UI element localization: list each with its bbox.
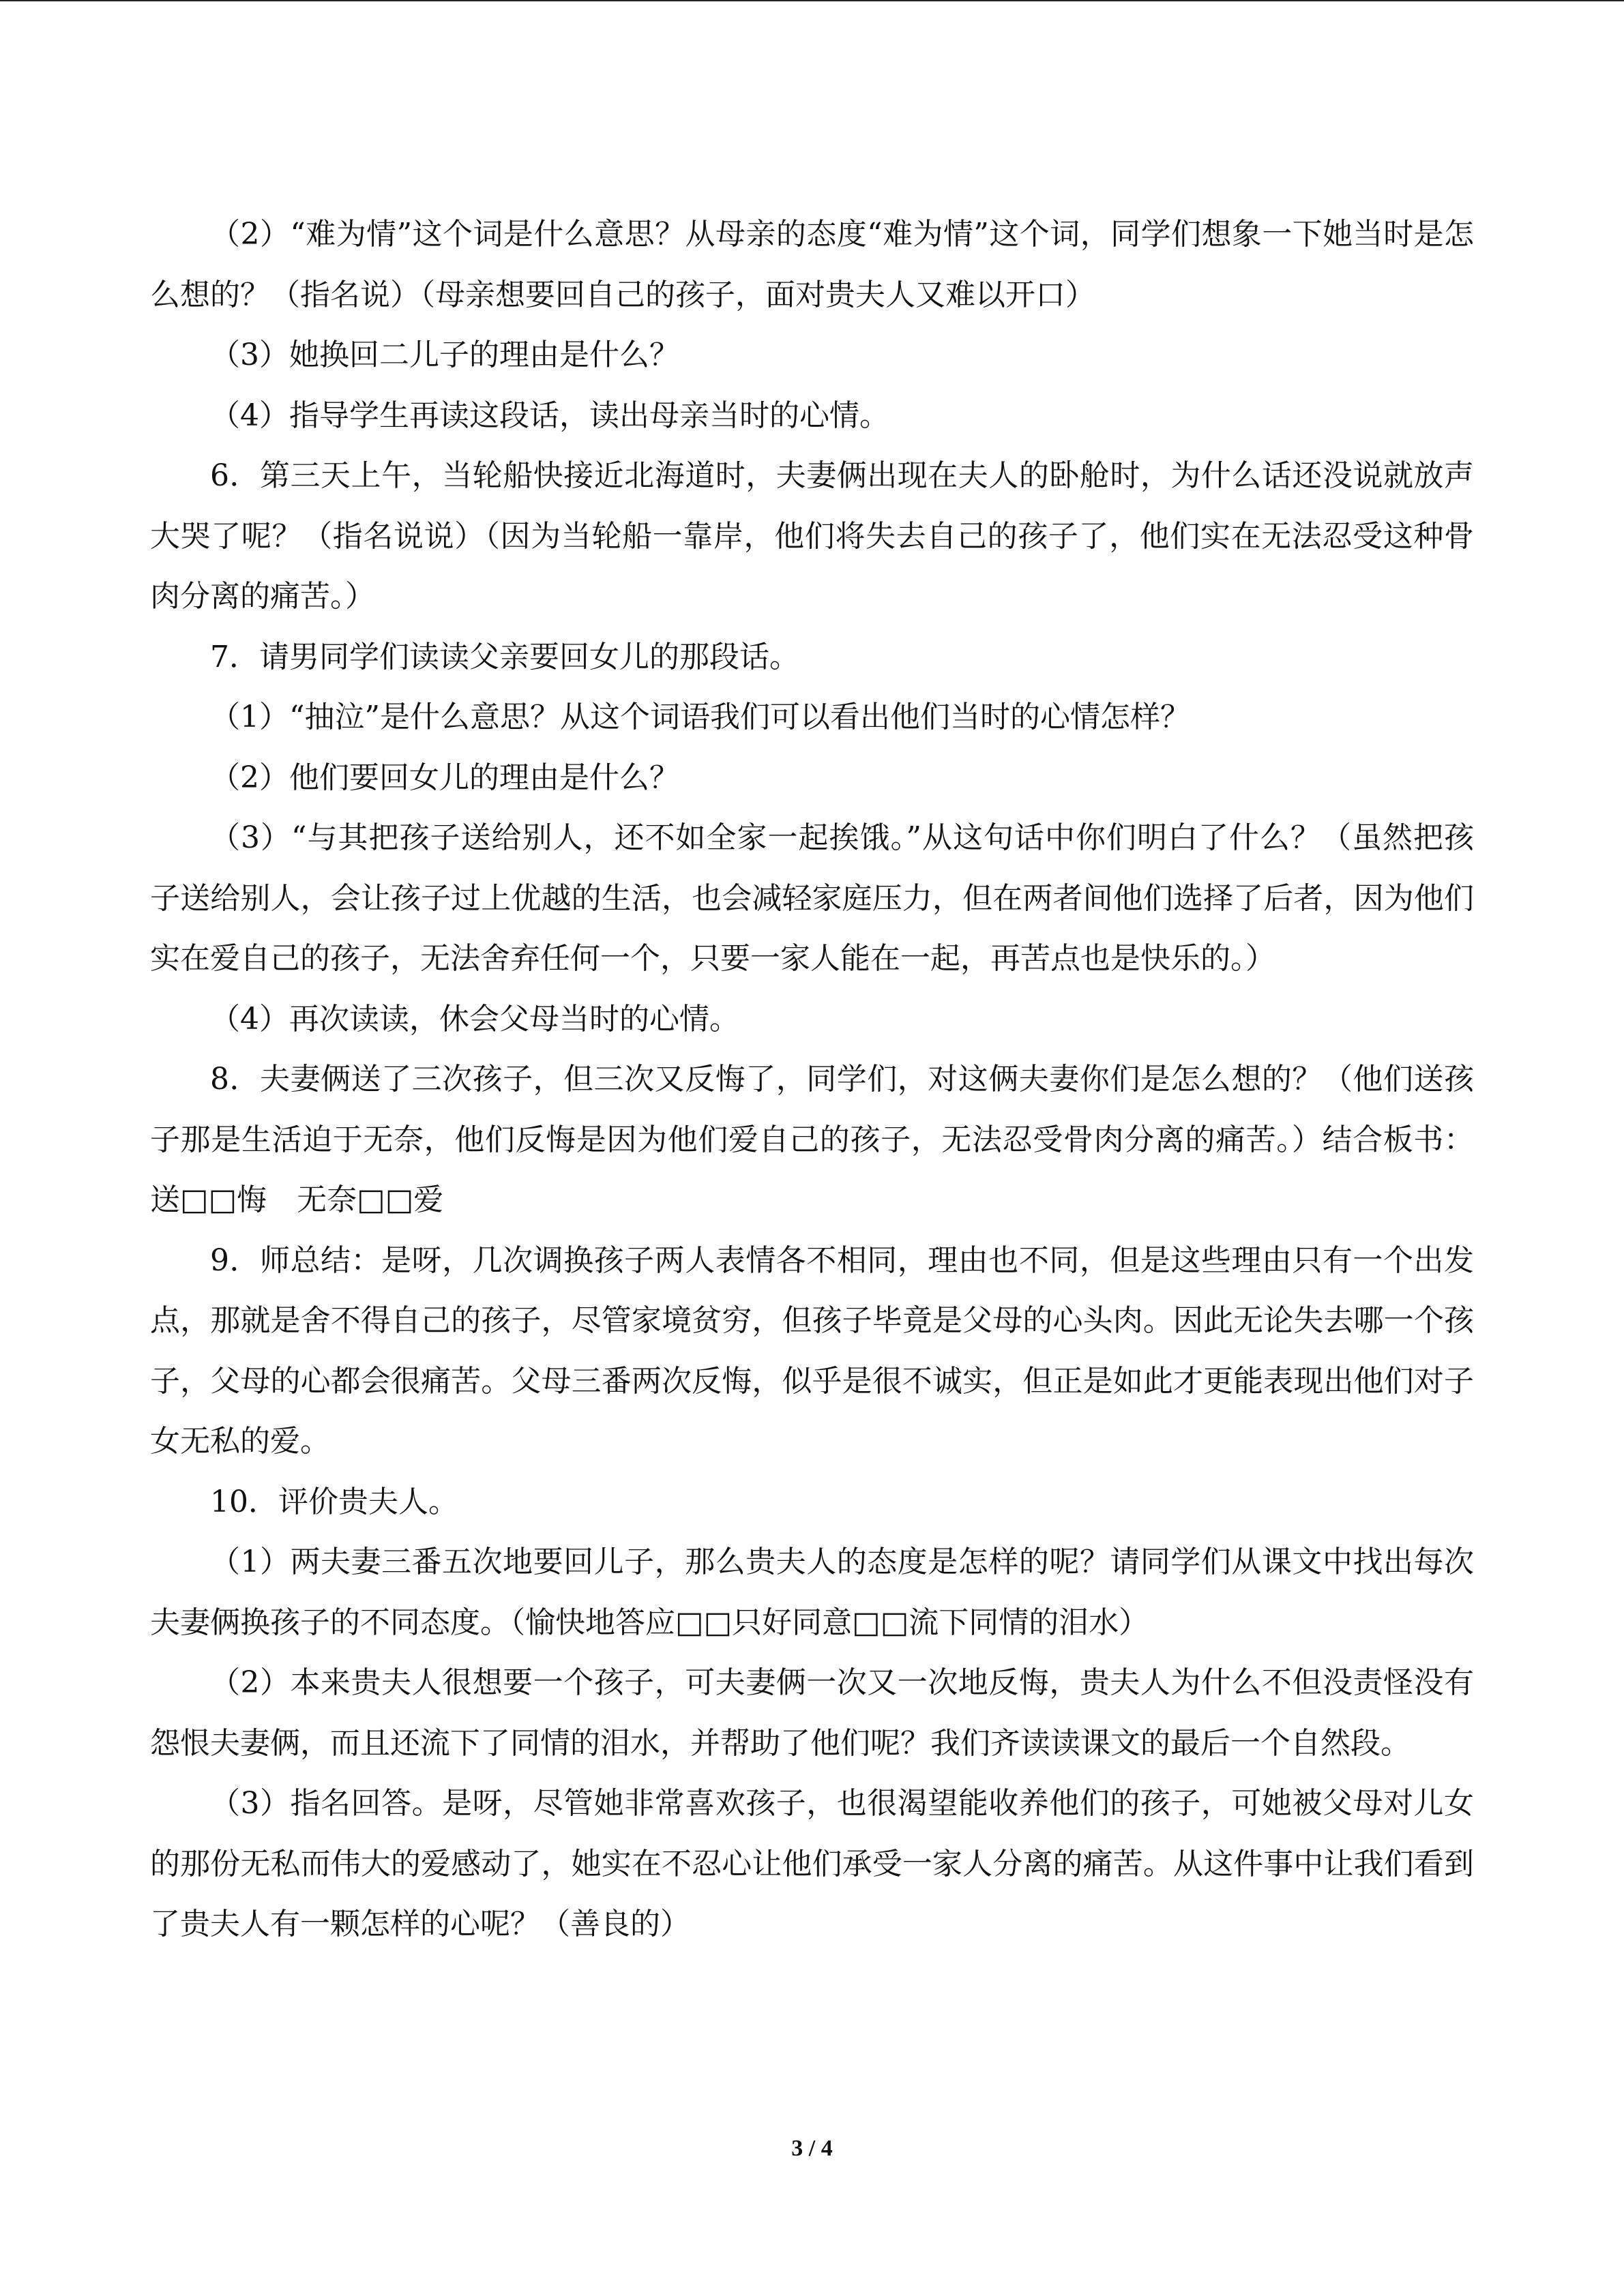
paragraph: 9．师总结：是呀，几次调换孩子两人表情各不相同，理由也不同，但是这些理由只有一个出发点，那就是舍不得自己的孩子，尽管家境贫穷，但孩子毕竟是父母的心头肉。因此无论失去哪一个孩子，父母的心都会很痛苦。父母三番两次反悔，似乎是很不诚实，但正是如此才更能表现出他们对子女无私的爱。 (150, 1242, 1474, 1459)
paragraph: （3）她换回二儿子的理由是什么？ (210, 338, 679, 372)
paragraph: 6．第三天上午，当轮船快接近北海道时，夫妻俩出现在夫人的卧舱时，为什么话还没说就放声大哭了呢？（指名说说）（因为当轮船一靠岸，他们将失去自己的孩子了，他们实在无法忍受这种骨肉分离的痛苦。） (150, 458, 1474, 614)
paragraph: （2）他们要回女儿的理由是什么？ (210, 760, 679, 795)
paragraph: 7．请男同学们读读父亲要回女儿的那段话。 (210, 639, 799, 674)
paragraph: （2）“难为情”这个词是什么意思？从母亲的态度“难为情”这个词，同学们想象一下她当时是怎么想的？（指名说）（母亲想要回自己的孩子，面对贵夫人又难以开口） (150, 217, 1474, 312)
paragraph: （3）“与其把孩子送给别人，还不如全家一起挨饿。”从这句话中你们明白了什么？（虽然把孩子送给别人，会让孩子过上优越的生活，也会减轻家庭压力，但在两者间他们选择了后者，因为他们实在爱自己的孩子，无法舍弃任何一个，只要一家人能在一起，再苦点也是快乐的。） (150, 820, 1474, 976)
paragraph: （4）再次读读，休会父母当时的心情。 (210, 1001, 739, 1037)
page-number: 3 / 4 (791, 2136, 833, 2161)
document-body (150, 205, 1474, 1955)
paragraph: 10．评价贵夫人。 (210, 1484, 458, 1519)
paragraph: （2）本来贵夫人很想要一个孩子，可夫妻俩一次又一次地反悔，贵夫人为什么不但没责怪没有怨恨夫妻俩，而且还流下了同情的泪水，并帮助了他们呢？我们齐读读课文的最后一个自然段。 (150, 1665, 1474, 1761)
paragraph: （1）“抽泣”是什么意思？从这个词语我们可以看出他们当时的心情怎样？ (210, 700, 1190, 734)
paragraph: （3）指名回答。是呀，尽管她非常喜欢孩子，也很渴望能收养他们的孩子，可她被父母对儿女的那份无私而伟大的爱感动了，她实在不忍心让他们承受一家人分离的痛苦。从这件事中让我们看到了贵夫人有一颗怎样的心呢？（善良的） (150, 1786, 1474, 1941)
paragraph: （4）指导学生再读这段话，读出母亲当时的心情。 (210, 398, 889, 433)
paragraph: 8．夫妻俩送了三次孩子，但三次又反悔了，同学们，对这俩夫妻你们是怎么想的？（他们送孩子那是生活迫于无奈，他们反悔是因为他们爱自己的孩子，无法忍受骨肉分离的痛苦。）结合板书：送□□悔 无奈□□爱 (150, 1062, 1474, 1217)
top-border-line (0, 0, 1624, 1)
paragraph: （1）两夫妻三番五次地要回儿子，那么贵夫人的态度是怎样的呢？请同学们从课文中找出每次夫妻俩换孩子的不同态度。（愉快地答应□□只好同意□□流下同情的泪水） (150, 1545, 1474, 1640)
